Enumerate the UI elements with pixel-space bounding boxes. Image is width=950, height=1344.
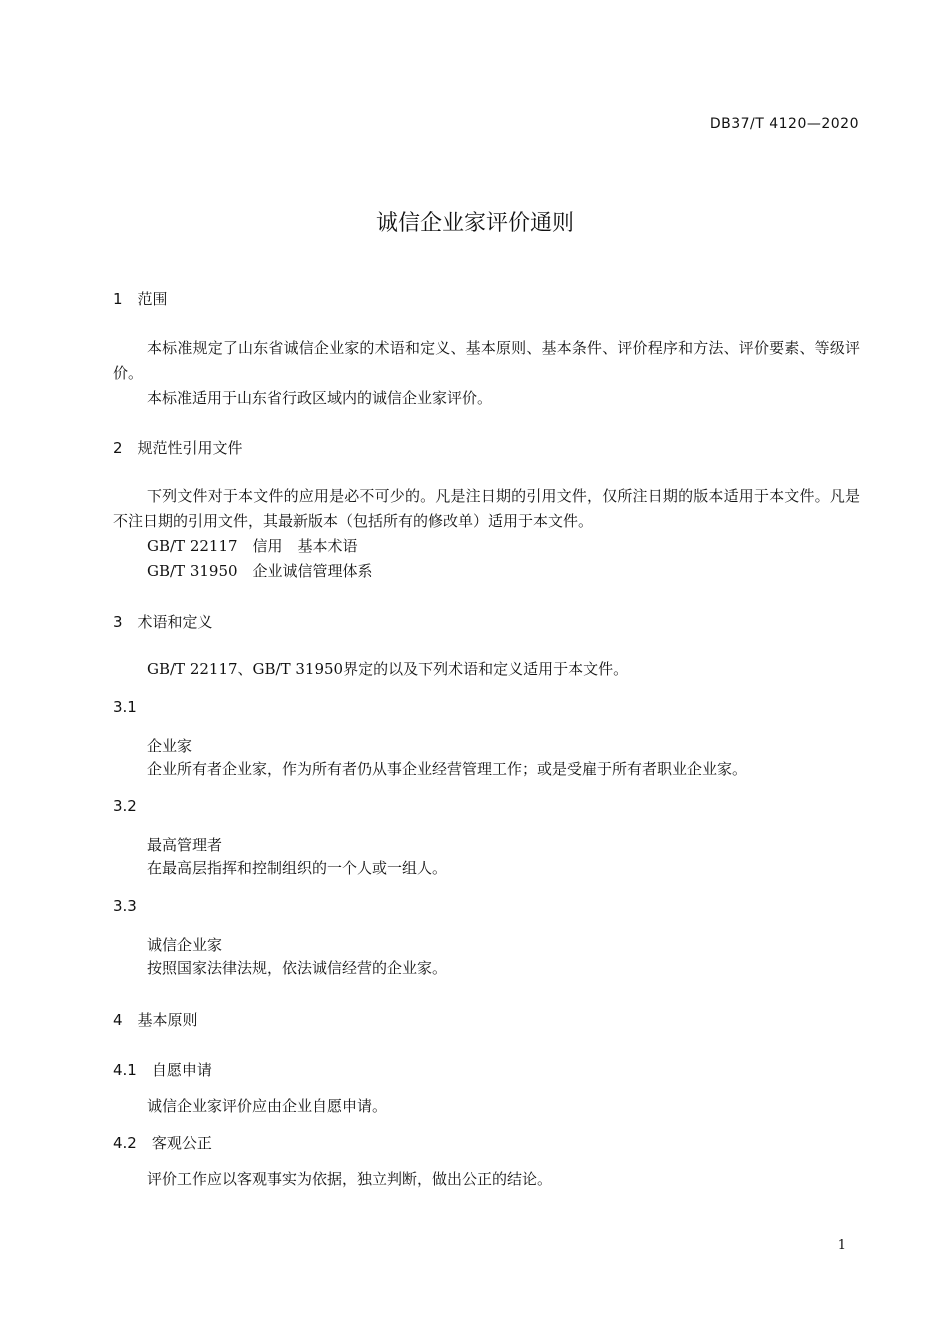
term-3-1-number: 3.1: [113, 698, 137, 716]
subsection-4-1-heading: 4.1 自愿申请: [113, 1061, 212, 1079]
section-3-paragraph-1: GB/T 22117、GB/T 31950界定的以及下列术语和定义适用于本文件。: [147, 660, 629, 678]
document-title: 诚信企业家评价通则: [375, 211, 574, 236]
subsection-4-2-text: 评价工作应以客观事实为依据，独立判断，做出公正的结论。: [147, 1170, 553, 1188]
section-1-heading: 1 范围: [113, 290, 168, 308]
normative-reference-1: GB/T 22117 信用 基本术语: [147, 537, 358, 555]
section-2-heading: 2 规范性引用文件: [113, 439, 243, 457]
section-2-paragraph-1: 下列文件对于本文件的应用是必不可少的。凡是注日期的引用文件，仅所注日期的版本适用于本文件。凡是不注日期的引用文件，其最新版本（包括所有的修改单）适用于本文件。: [113, 487, 860, 530]
section-3-heading: 3 术语和定义: [113, 613, 213, 631]
normative-reference-2: GB/T 31950 企业诚信管理体系: [147, 562, 373, 580]
term-3-3-number: 3.3: [113, 897, 137, 915]
section-4-heading: 4 基本原则: [113, 1011, 198, 1029]
term-3-3-definition: 按照国家法律法规，依法诚信经营的企业家。: [147, 959, 448, 977]
section-1-paragraph-1: 本标准规定了山东省诚信企业家的术语和定义、基本原则、基本条件、评价程序和方法、评价要素、等级评价。: [113, 339, 860, 382]
section-1-paragraph-2: 本标准适用于山东省行政区域内的诚信企业家评价。: [147, 389, 493, 407]
subsection-4-2-heading: 4.2 客观公正: [113, 1134, 212, 1152]
subsection-4-1-text: 诚信企业家评价应由企业自愿申请。: [147, 1097, 388, 1115]
term-3-2-definition: 在最高层指挥和控制组织的一个人或一组人。: [147, 859, 448, 877]
page-number: 1: [837, 1238, 846, 1253]
term-3-1-name: 企业家: [147, 737, 193, 755]
term-3-2-number: 3.2: [113, 797, 137, 815]
term-3-1-definition: 企业所有者企业家，作为所有者仍从事企业经营管理工作；或是受雇于所有者职业企业家。: [147, 760, 748, 778]
term-3-2-name: 最高管理者: [147, 836, 223, 854]
term-3-3-name: 诚信企业家: [147, 936, 223, 954]
document-number: DB37/T 4120—2020: [709, 116, 859, 132]
